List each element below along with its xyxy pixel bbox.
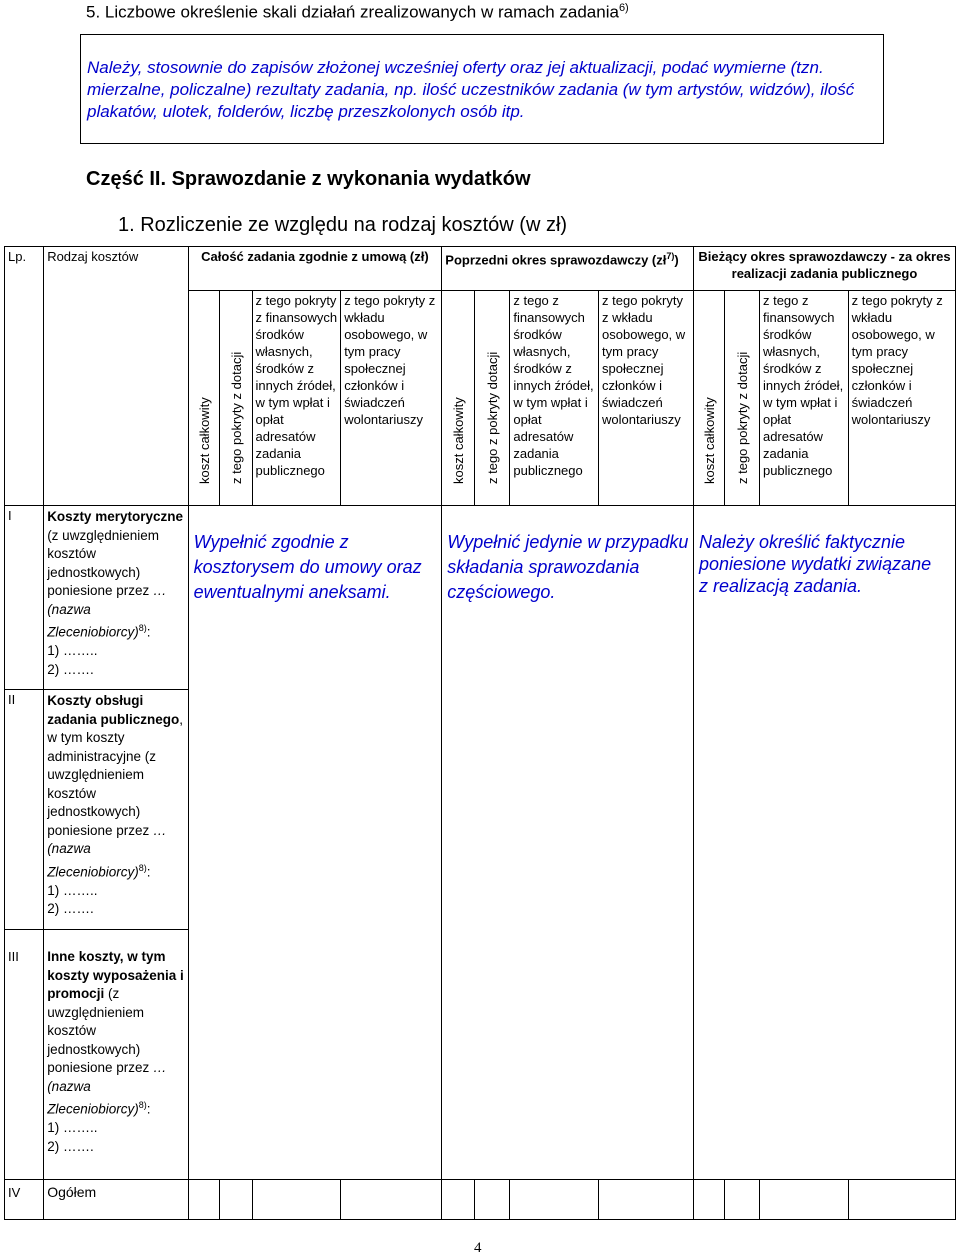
col-koszt-calkowity-3: koszt całkowity (693, 291, 724, 506)
col-wklad-3: z tego pokryty z wkładu osobowego, w tym pracy społecznej członków i świadczeń wolontariuszy (848, 291, 955, 506)
subsection-1-title: 1. Rozliczenie ze względu na rodzaj kosztów (w zł) (118, 214, 568, 236)
total-cell (188, 1180, 219, 1220)
total-cell (510, 1180, 599, 1220)
header-biezacy: Bieżący okres sprawozdawczy - za okres realizacji zadania publicznego (693, 247, 955, 291)
part-2-title: Część II. Sprawozdanie z wykonania wydatków (86, 168, 531, 190)
note-poprzedni: Wypełnić jedynie w przypadku składania sprawozdania częściowego. (447, 532, 689, 602)
total-cell (599, 1180, 694, 1220)
row-lp: I (5, 506, 44, 690)
total-cell (219, 1180, 252, 1220)
section-5-title: 5. Liczbowe określenie skali działań zrealizowanych w ramach zadania$^{6)}$ (86, 2, 629, 22)
total-cell (341, 1180, 442, 1220)
total-cell (475, 1180, 510, 1220)
row-lp: III (5, 930, 44, 1180)
row-label: Koszty merytoryczne (z uwzględnieniem kosztów jednostkowych) poniesione przez …(nazwa Zleceniobiorcy)$^{8)}$: 1) …….. 2) ……. (44, 506, 188, 690)
row-lp: II (5, 690, 44, 930)
footnote-marker: 6) (618, 2, 629, 14)
total-cell (252, 1180, 341, 1220)
instruction-text: Należy, stosownie do zapisów złożonej wcześniej oferty oraz jej aktualizacji, podać wymierne (tzn. mierzalne, policzalne) rezultaty zadania, np. ilość uczestników zadania (w tym artystów, widzów), ilość plakatów, ulotek, folderów, liczbę przeszkolonych osób itp. (87, 58, 855, 121)
page-number: 4 (474, 1240, 482, 1256)
instruction-box (80, 34, 884, 144)
total-cell (693, 1180, 724, 1220)
row-label: Koszty obsługi zadania publicznego, w tym koszty administracyjne (z uwzględnieniem kosztów jednostkowych) poniesione przez …(nazwa Zleceniobiorcy)$^{8)}$: 1) …….. 2) ……. (44, 690, 188, 930)
note-calosc-cell (188, 506, 442, 1180)
note-biezacy: Należy określić faktycznie poniesione wydatki związane z realizacją zadania. (698, 532, 932, 596)
note-poprzedni-cell (442, 506, 694, 1180)
header-poprzedni: Poprzedni okres sprawozdawczy $(zł^{7)})$ (442, 247, 694, 291)
col-koszt-calkowity-2: koszt całkowity (442, 291, 475, 506)
header-lp: Lp. (5, 247, 44, 506)
cost-table (4, 246, 956, 1220)
row-label: Inne koszty, w tym koszty wyposażenia i promocji (z uwzględnieniem kosztów jednostkowych) poniesione przez …(nazwa Zleceniobiorcy)$^{8)}$: 1) …….. 2) ……. (44, 930, 188, 1180)
header-calosc: Całość zadania zgodnie z umową (zł) (188, 247, 442, 291)
total-cell (442, 1180, 475, 1220)
col-dotacji-2: z tego z pokryty dotacji (475, 291, 510, 506)
col-koszt-calkowity-1: koszt całkowity (188, 291, 219, 506)
col-wklad-2: z tego pokryty z wkładu osobowego, w tym pracy społecznej członków i świadczeń wolontariuszy (599, 291, 694, 506)
col-fin-2: z tego z finansowych środków własnych, środków z innych źródeł, w tym wpłat i opłat adresatów zadania publicznego (510, 291, 599, 506)
total-cell (724, 1180, 759, 1220)
col-fin-3: z tego z finansowych środków własnych, środków z innych źródeł, w tym wpłat i opłat adresatów zadania publicznego (759, 291, 848, 506)
col-fin-1: z tego pokryty z finansowych środków własnych, środków z innych źródeł, w tym wpłat i opłat adresatów zadania publicznego (252, 291, 341, 506)
header-rodzaj: Rodzaj kosztów (44, 247, 188, 506)
col-dotacji-3: z tego pokryty z dotacji (724, 291, 759, 506)
note-biezacy-cell (693, 506, 955, 1180)
col-wklad-1: z tego pokryty z wkładu osobowego, w tym pracy społecznej członków i świadczeń wolontariuszy (341, 291, 442, 506)
total-cell (759, 1180, 848, 1220)
col-dotacji-1: z tego pokryty z dotacji (219, 291, 252, 506)
total-cell (848, 1180, 955, 1220)
note-calosc: Wypełnić zgodnie z kosztorysem do umowy oraz ewentualnymi aneksami. (193, 532, 422, 602)
row-lp: IV (5, 1180, 44, 1220)
row-label-total: Ogółem (44, 1180, 188, 1220)
